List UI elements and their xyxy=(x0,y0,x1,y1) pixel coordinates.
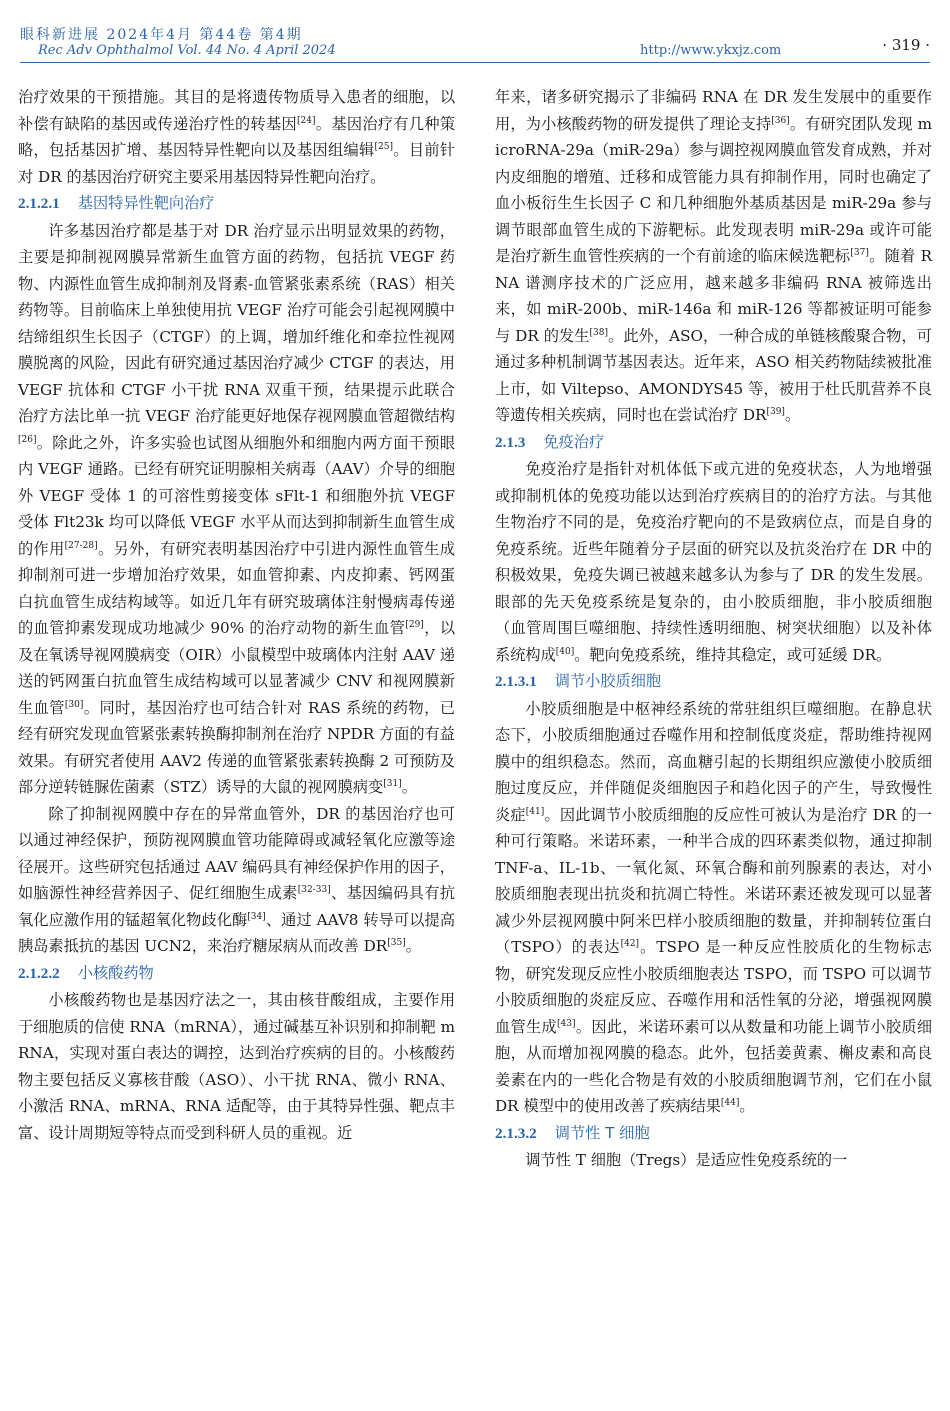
citation-ref[interactable]: [27-28] xyxy=(64,540,98,551)
citation-ref[interactable]: [31] xyxy=(383,778,402,789)
citation-ref[interactable]: [35] xyxy=(387,937,406,948)
page-header xyxy=(20,24,930,64)
section-title: 免疫治疗 xyxy=(543,432,605,451)
journal-title-en: Rec Adv Ophthalmol Vol. 44 No. 4 April 2024 xyxy=(38,43,336,58)
section-heading xyxy=(18,960,455,988)
section-number: 2.1.2.2 xyxy=(18,964,60,982)
section-number: 2.1.2.1 xyxy=(18,195,60,212)
citation-ref[interactable]: [39] xyxy=(766,406,785,417)
section-number: 2.1.3.2 xyxy=(495,1124,537,1142)
body-paragraph xyxy=(495,696,932,1120)
paragraph-text: 治疗效果的干预措施。其目的是将遗传物质导入患者的细胞，以补偿有缺陷的基因或传递治疗性的转基因 xyxy=(18,88,455,133)
section-title: 小核酸药物 xyxy=(77,963,154,982)
paragraph-text: 。另外，有研究表明基因治疗中引进内源性血管生成抑制剂可进一步增加治疗效果，如血管抑素、内皮抑素、钙网蛋白抗血管生成结构域等。如近几年有研究玻璃体注射慢病毒传递的血管抑素发现成功地减少 90% 的治疗动物的新生血管 xyxy=(18,539,456,637)
section-title: 基因特异性靶向治疗 xyxy=(77,194,215,212)
section-heading xyxy=(495,668,932,696)
right-column xyxy=(495,84,932,1174)
body-paragraph xyxy=(18,987,455,1146)
paragraph-text: 。TSPO 是一种反应性胶质化的生物标志物，研究发现反应性小胶质细胞表达 TSPO，而 TSPO 可以调节小胶质细胞的炎症反应、吞噬作用和活性氧的分泌，增强视网膜血管生成 xyxy=(495,938,932,1036)
citation-ref[interactable]: [26] xyxy=(18,434,37,445)
citation-ref[interactable]: [40] xyxy=(555,646,575,657)
paragraph-text: 。 xyxy=(405,937,421,955)
citation-ref[interactable]: [36] xyxy=(771,115,790,126)
paragraph-text: 。有研究团队发现 microRNA-29a（miR-29a）参与调控视网膜血管发育成熟，并对内皮细胞的增殖、迁移和成管能力具有抑制作用，同时也确定了血小板衍生生长因子 C 和几种细胞外基质基因是 miR-29a 参与调节眼部血管生成的下游靶标。此发现表明 miR-29a 或许可能是治疗新生血管性疾病的一个有前途的临床候选靶标 xyxy=(495,114,933,265)
body-paragraph xyxy=(18,801,455,960)
paragraph-text: 。 xyxy=(739,1097,755,1115)
paragraph-text: 除了抑制视网膜中存在的异常血管外，DR 的基因治疗也可以通过神经保护，预防视网膜血管功能障碍或减轻氧化应激等途径展开。这些研究包括通过 AAV 编码具有神经保护作用的因子，如脑源性神经营养因子、促红细胞生成素 xyxy=(18,804,455,902)
paragraph-text: 、通过 AAV8 转导可以提高胰岛素抵抗的基因 UCN2，来治疗糖尿病从而改善 DR xyxy=(18,910,456,955)
section-title: 调节小胶质细胞 xyxy=(554,672,662,690)
citation-ref[interactable]: [32-33] xyxy=(297,884,331,895)
paragraph-text: 免疫治疗是指针对机体低下或亢进的免疫状态，人为地增强或抑制机体的免疫功能以达到治疗疾病目的的治疗方法。与其他生物治疗不同的是，免疫治疗靶向的不是致病位点，而是自身的免疫系统。近些年随着分子层面的研究以及抗炎治疗在 DR 中的积极效果，免疫失调已被越来越多认为参与了 DR 的发生发展。眼部的先天免疫系统是复杂的，由小胶质细胞，非小胶质细胞（血管周围巨噬细胞、持续性透明细胞、树突状细胞）以及补体系统构成 xyxy=(495,460,932,664)
citation-ref[interactable]: [43] xyxy=(557,1018,576,1029)
citation-ref[interactable]: [34] xyxy=(247,911,266,922)
section-number: 2.1.3.1 xyxy=(495,673,537,690)
section-heading xyxy=(18,190,455,218)
body-paragraph xyxy=(18,218,455,801)
page-number: · 319 · xyxy=(882,36,930,54)
paragraph-text: 。此外，ASO，一种合成的单链核酸聚合物，可通过多种机制调节基因表达。近年来，ASO 相关药物陆续被批准上市，如 Viltepso、AMONDYS45 等，被用于杜氏肌营养不良等遗传相关疾病，同时也在尝试治疗 DR xyxy=(495,326,932,424)
citation-ref[interactable]: [29] xyxy=(405,619,424,630)
citation-ref[interactable]: [41] xyxy=(525,806,545,817)
body-paragraph xyxy=(495,1147,932,1174)
paragraph-text: 。同时，基因治疗也可结合针对 RAS 系统的药物，已经有研究发现血管紧张素转换酶抑制剂在治疗 NPDR 方面的有益效果。有研究者使用 AAV2 传递的血管紧张素转换酶 2 可预防及部分逆转链脲佐菌素（STZ）诱导的大鼠的视网膜病变 xyxy=(18,698,456,796)
section-title: 调节性 T 细胞 xyxy=(554,1123,650,1142)
paragraph-text: 小核酸药物也是基因疗法之一，其由核苷酸组成，主要作用于细胞质的信使 RNA（mRNA），通过碱基互补识别和抑制靶 mRNA，实现对蛋白表达的调控，达到治疗疾病的目的。小核酸药物主要包括反义寡核苷酸（ASO）、小干扰 RNA、微小 RNA、小激活 RNA、mRNA、RNA 适配等，由于其特异性强、靶点丰富、设计周期短等特点而受到科研人员的重视。近 xyxy=(18,991,455,1142)
section-number: 2.1.3 xyxy=(495,433,526,451)
paragraph-text: 许多基因治疗都是基于对 DR 治疗显示出明显效果的药物，主要是抑制视网膜异常新生血管方面的药物，包括抗 VEGF 药物、内源性血管生成抑制剂及肾素-血管紧张素系统（RAS）相关药物等。目前临床上单独使用抗 VEGF 治疗可能会引起视网膜中结缔组织生长因子（CTGF）的上调，增加纤维化和牵拉性视网膜脱离的风险，因此有研究通过基因治疗减少 CTGF 的表达，用 VEGF 抗体和 CTGF 小干扰 RNA 双重干预，结果提示此联合治疗方法比单一抗 VEGF 治疗能更好地保存视网膜血管超微结构 xyxy=(18,221,455,425)
body-paragraph xyxy=(495,84,932,429)
paragraph-text: 。靶向免疫系统，维持其稳定，或可延缓 DR。 xyxy=(574,645,892,664)
journal-title-cn: 眼科新进展 2024年4月 第44卷 第4期 xyxy=(20,27,303,43)
left-column xyxy=(18,84,455,1146)
paragraph-text: 。随着 RNA 谱测序技术的广泛应用，越来越多非编码 RNA 被筛选出来，如 miR-200b、miR-146a 和 miR-126 等都被证明可能参与 DR 的发生 xyxy=(495,247,933,345)
paragraph-text: 年来，诸多研究揭示了非编码 RNA 在 DR 发生发展中的重要作用，为小核酸药物的研发提供了理论支持 xyxy=(495,88,932,133)
paragraph-text: 。 xyxy=(401,778,417,796)
citation-ref[interactable]: [24] xyxy=(297,115,316,126)
paragraph-text: 。因此调节小胶质细胞的反应性可被认为是治疗 DR 的一种可行策略。米诺环素，一种半合成的四环素类似物，通过抑制 TNF-a、IL-1b、一氧化氮、环氧合酶和前列腺素的表达，对小胶质细胞表现出抗炎和抗凋亡特性。米诺环素还被发现可以显著减少外层视网膜中阿米巴样小胶质细胞的数量，并抑制转位蛋白（TSPO）的表达 xyxy=(495,805,932,956)
citation-ref[interactable]: [44] xyxy=(720,1097,740,1108)
paragraph-text: 。目前针对 DR 的基因治疗研究主要采用基因特异性靶向治疗。 xyxy=(18,141,456,186)
citation-ref[interactable]: [42] xyxy=(620,938,640,949)
paragraph-text: 。因此，米诺环素可以从数量和功能上调节小胶质细胞，从而增加视网膜的稳态。此外，包括姜黄素、槲皮素和高良姜素在内的一些化合物是有效的小胶质细胞调节剂，它们在小鼠 DR 模型中的使用改善了疾病结果 xyxy=(495,1017,933,1115)
paragraph-text: 调节性 T 细胞（Tregs）是适应性免疫系统的一 xyxy=(525,1151,848,1169)
paragraph-text: 。 xyxy=(784,406,801,424)
paragraph-text: ，以及在氧诱导视网膜病变（OIR）小鼠模型中玻璃体内注射 AAV 递送的钙网蛋白抗血管生成结构域可以显著减少 CNV 和视网膜新生血管 xyxy=(18,619,456,717)
journal-url[interactable]: http://www.ykxjz.com xyxy=(640,43,782,58)
section-heading xyxy=(495,429,932,457)
paragraph-text: 、基因编码具有抗氧化应激作用的锰超氧化物歧化酶 xyxy=(18,884,456,929)
paragraph-text: 。除此之外，许多实验也试图从细胞外和细胞内两方面干预眼内 VEGF 通路。已经有研究证明腺相关病毒（AAV）介导的细胞外 VEGF 受体 1 的可溶性剪接变体 sFlt-1 和细胞外抗 VEGF 受体 Flt23k 均可以降低 VEGF 水平从而达到抑制新生血管生成的作用 xyxy=(18,433,455,558)
header-divider xyxy=(20,62,930,63)
citation-ref[interactable]: [30] xyxy=(64,699,84,710)
citation-ref[interactable]: [38] xyxy=(589,327,608,338)
citation-ref[interactable]: [25] xyxy=(374,141,393,152)
body-paragraph xyxy=(495,456,932,668)
section-heading xyxy=(495,1120,932,1148)
body-paragraph xyxy=(18,84,455,190)
paragraph-text: 小胶质细胞是中枢神经系统的常驻组织巨噬细胞。在静息状态下，小胶质细胞通过吞噬作用和控制低度炎症，帮助维持视网膜中的组织稳态。然而，高血糖引起的长期组织应激使小胶质细胞过度反应，并伴随促炎细胞因子和趋化因子的产生，导致慢性炎症 xyxy=(495,699,932,824)
paragraph-text: 。基因治疗有几种策略，包括基因扩增、基因特异性靶向以及基因组编辑 xyxy=(18,114,456,159)
citation-ref[interactable]: [37] xyxy=(850,247,869,258)
